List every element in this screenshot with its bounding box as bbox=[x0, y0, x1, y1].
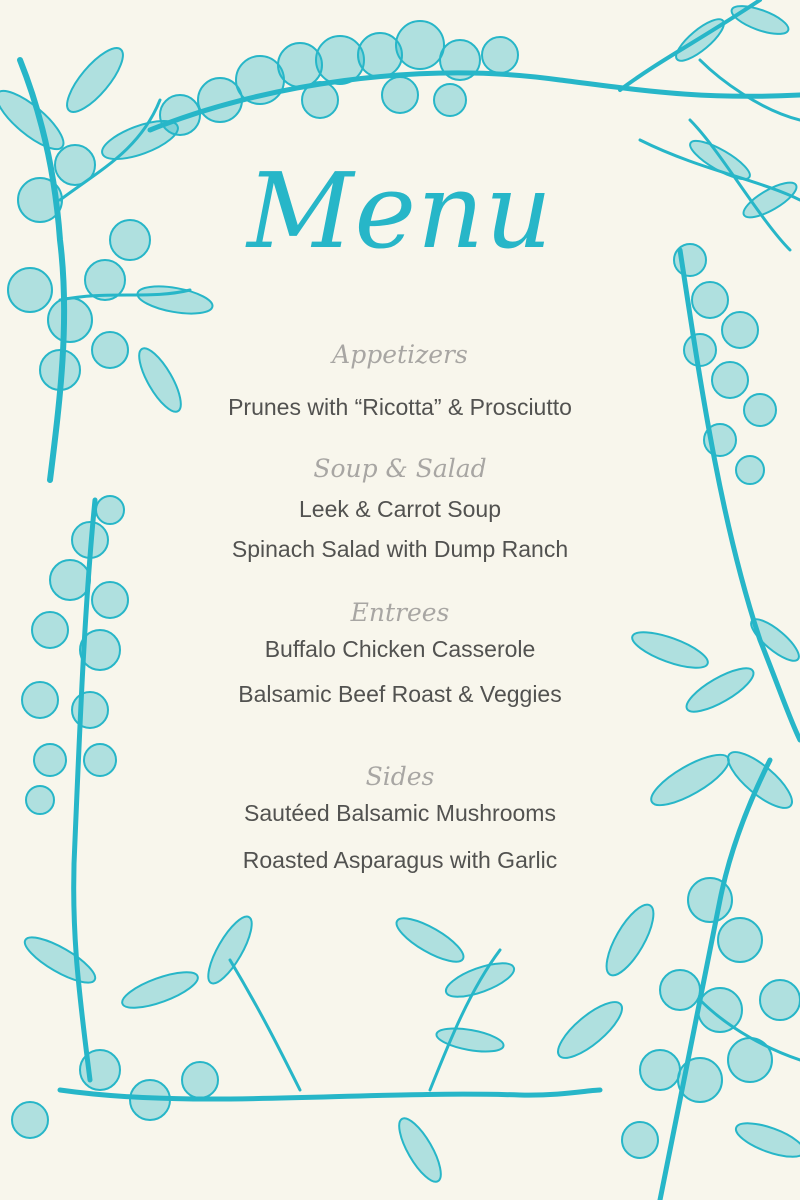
menu-item: Prunes with “Ricotta” & Prosciutto bbox=[228, 394, 572, 420]
menu-item: Leek & Carrot Soup bbox=[298, 496, 501, 522]
menu-title: Menu bbox=[247, 150, 553, 272]
menu-item: Sautéed Balsamic Mushrooms bbox=[244, 800, 556, 826]
menu-item: Spinach Salad with Dump Ranch bbox=[231, 536, 569, 562]
menu-item: Buffalo Chicken Casserole bbox=[264, 636, 536, 662]
section-heading-sides: Sides bbox=[365, 762, 435, 791]
menu-item: Balsamic Beef Roast & Veggies bbox=[238, 681, 562, 707]
section-heading-appetizers: Appetizers bbox=[332, 340, 468, 369]
section-heading-entrees: Entrees bbox=[350, 598, 450, 627]
section-heading-soup-salad: Soup & Salad bbox=[313, 454, 487, 483]
menu-item: Roasted Asparagus with Garlic bbox=[242, 847, 558, 873]
